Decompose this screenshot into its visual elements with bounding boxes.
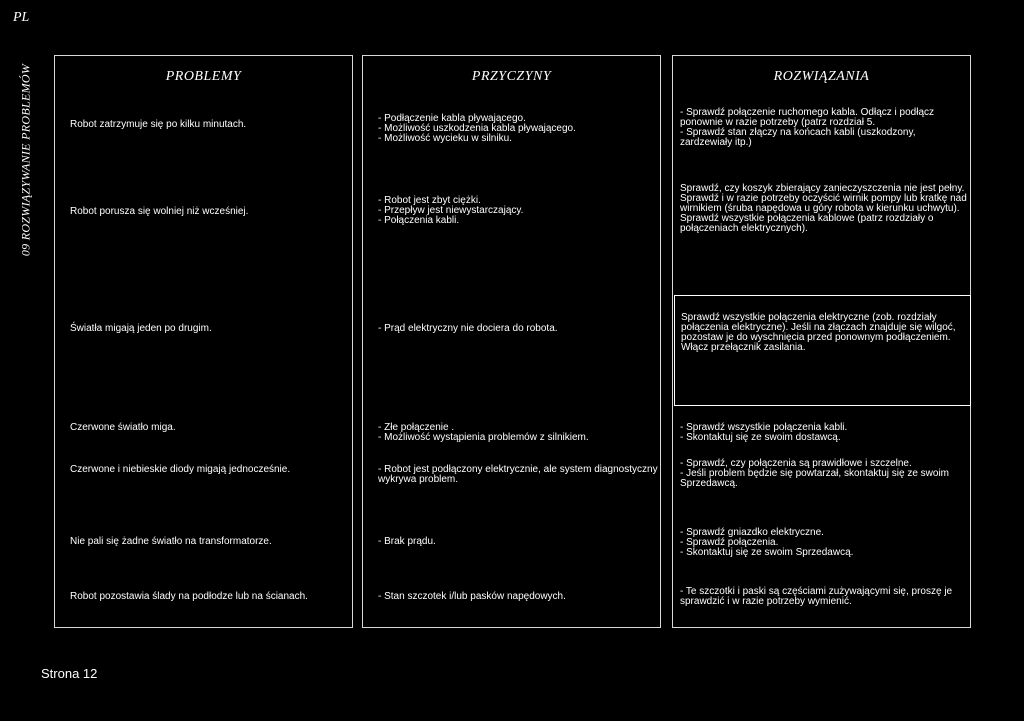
problem-cell: Czerwone i niebieskie diody migają jednocześnie. [70, 464, 291, 475]
cause-cell: - Brak prądu. [378, 536, 436, 547]
cause-cell: - Złe połączenie . - Możliwość wystąpienia problemów z silnikiem. [378, 422, 589, 443]
section-side-title: 09 ROZWIĄZYWANIE PROBLEMÓW [18, 63, 33, 257]
cause-cell: - Podłączenie kabla pływającego. - Możliwość uszkodzenia kabla pływającego. - Możliwość wycieku w silniku. [378, 113, 576, 144]
solution-cell: Sprawdź wszystkie połączenia elektryczne (zob. rozdziały połączenia elektryczne). Jeśli na złączach znajduje się wilgoć, pozostaw je do wyschnięcia przed ponownym podłączeniem. Włącz przełącznik zasilania. [681, 312, 956, 353]
language-code: PL [13, 10, 30, 25]
problem-cell: Nie pali się żadne światło na transformatorze. [70, 536, 272, 547]
solution-cell: - Sprawdź, czy połączenia są prawidłowe i szczelne. - Jeśli problem będzie się powtarzał, skontaktuj się ze swoim Sprzedawcą. [680, 458, 949, 489]
solution-cell: Sprawdź, czy koszyk zbierający zanieczyszczenia nie jest pełny. Sprawdź i w razie potrzeby oczyścić wirnik pompy lub kratkę nad wirnikiem (śruba napędowa u góry robota w kierunku uchwytu). Sprawdź wszystkie połączenia kablowe (patrz rozdziały o połączeniach elektrycznych). [680, 183, 967, 234]
cause-cell: - Stan szczotek i/lub pasków napędowych. [378, 591, 566, 602]
page-number: Strona 12 [41, 666, 98, 681]
cause-cell: - Prąd elektryczny nie dociera do robota. [378, 323, 558, 334]
header-solutions: ROZWIĄZANIA [773, 69, 870, 84]
problem-cell: Robot pozostawia ślady na podłodze lub na ścianach. [70, 591, 308, 602]
cause-cell: - Robot jest podłączony elektrycznie, ale system diagnostyczny wykrywa problem. [378, 464, 658, 485]
problem-cell: Robot zatrzymuje się po kilku minutach. [70, 119, 247, 130]
solution-cell: - Sprawdź wszystkie połączenia kabli. - Skontaktuj się ze swoim dostawcą. [680, 422, 848, 443]
header-problems: PROBLEMY [165, 69, 242, 84]
problem-cell: Czerwone światło miga. [70, 422, 176, 433]
cause-cell: - Robot jest zbyt ciężki. - Przepływ jest niewystarczający. - Połączenia kabli. [378, 195, 524, 226]
problem-cell: Robot porusza się wolniej niż wcześniej. [70, 206, 249, 217]
solution-cell: - Te szczotki i paski są częściami zużywającymi się, proszę je sprawdzić i w razie potrzeby wymienić. [680, 586, 953, 607]
solution-cell: - Sprawdź połączenie ruchomego kabla. Odłącz i podłącz ponownie w razie potrzeby (patrz rozdział 5. - Sprawdź stan złączy na końcach kabli (uszkodzony, zardzewiały itp.) [680, 107, 935, 148]
header-causes: PRZYCZYNY [471, 69, 552, 84]
problem-cell: Światła migają jeden po drugim. [70, 323, 212, 334]
solution-cell: - Sprawdź gniazdko elektryczne. - Sprawdź połączenia. - Skontaktuj się ze swoim Sprzedawcą. [680, 527, 854, 558]
